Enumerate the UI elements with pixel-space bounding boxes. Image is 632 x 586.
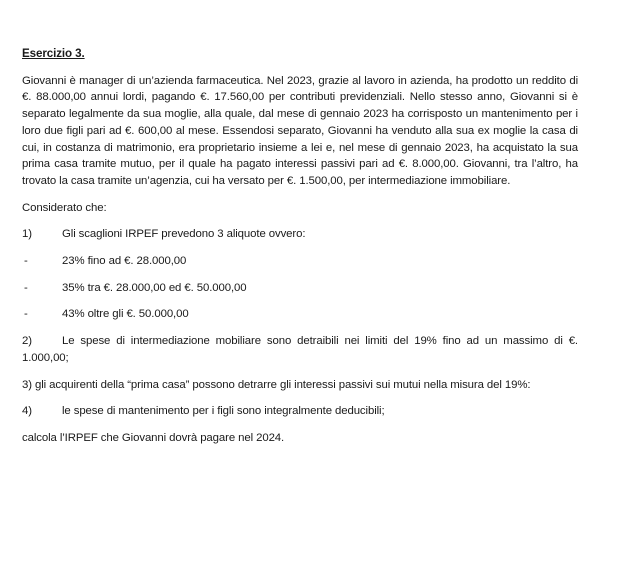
bracket-text: 35% tra €. 28.000,00 ed €. 50.000,00 — [62, 281, 247, 294]
item-text: Gli scaglioni IRPEF prevedono 3 aliquote ovvero: — [62, 228, 306, 241]
item-number: 1) — [22, 228, 32, 241]
exercise-document — [22, 46, 578, 457]
item-number: 4) — [22, 405, 32, 418]
list-item-2 — [22, 333, 578, 366]
list-item-3: 3) gli acquirenti della “prima casa” possono detrarre gli interessi passivi sui mutui nella misura del 19%: — [22, 378, 531, 391]
exercise-title: Esercizio 3. — [22, 47, 85, 60]
item-number: 2) — [22, 335, 32, 348]
bracket-item-2 — [22, 280, 578, 297]
bracket-item-1 — [22, 253, 578, 270]
list-item-1 — [22, 226, 578, 243]
item-text: Le spese di intermediazione mobiliare sono detraibili nei limiti del 19% fino ad un massimo di €. 1.000,00; — [22, 335, 578, 364]
bullet: - — [24, 255, 28, 268]
bullet: - — [24, 308, 28, 321]
considerato-heading: Considerato che: — [22, 201, 107, 214]
bullet: - — [24, 281, 28, 294]
bracket-text: 43% oltre gli €. 50.000,00 — [62, 308, 189, 321]
intro-paragraph: Giovanni è manager di un’azienda farmaceutica. Nel 2023, grazie al lavoro in azienda, ha prodotto un reddito di €. 88.000,00 annui lordi, pagando €. 17.560,00 per contributi previdenziali. Nello stesso anno, Giovanni si è separato legalmente da sua moglie, alla quale, dal mese di gennaio 2023 ha corrisposto un mantenimento per i loro due figli pari ad €. 600,00 al mese. Essendosi separato, Giovanni ha venduto alla sua ex moglie la casa di cui, in costanza di matrimonio, era proprietario insieme a lei e, nel mese di gennaio 2023, ha acquistato la sua prima casa tramite mutuo, per il quale ha pagato interessi passivi pari ad €. 8.000,00. Giovanni, tra l’altro, ha trovato la casa tramite un’agenzia, cui ha versato per €. 1.500,00, per intermediazione immobiliare. — [22, 74, 578, 187]
bracket-item-3 — [22, 306, 578, 323]
bracket-text: 23% fino ad €. 28.000,00 — [62, 255, 187, 268]
closing-question: calcola l’IRPEF che Giovanni dovrà pagare nel 2024. — [22, 431, 285, 444]
list-item-4 — [22, 403, 578, 420]
item-text: le spese di mantenimento per i figli sono integralmente deducibili; — [62, 405, 385, 418]
